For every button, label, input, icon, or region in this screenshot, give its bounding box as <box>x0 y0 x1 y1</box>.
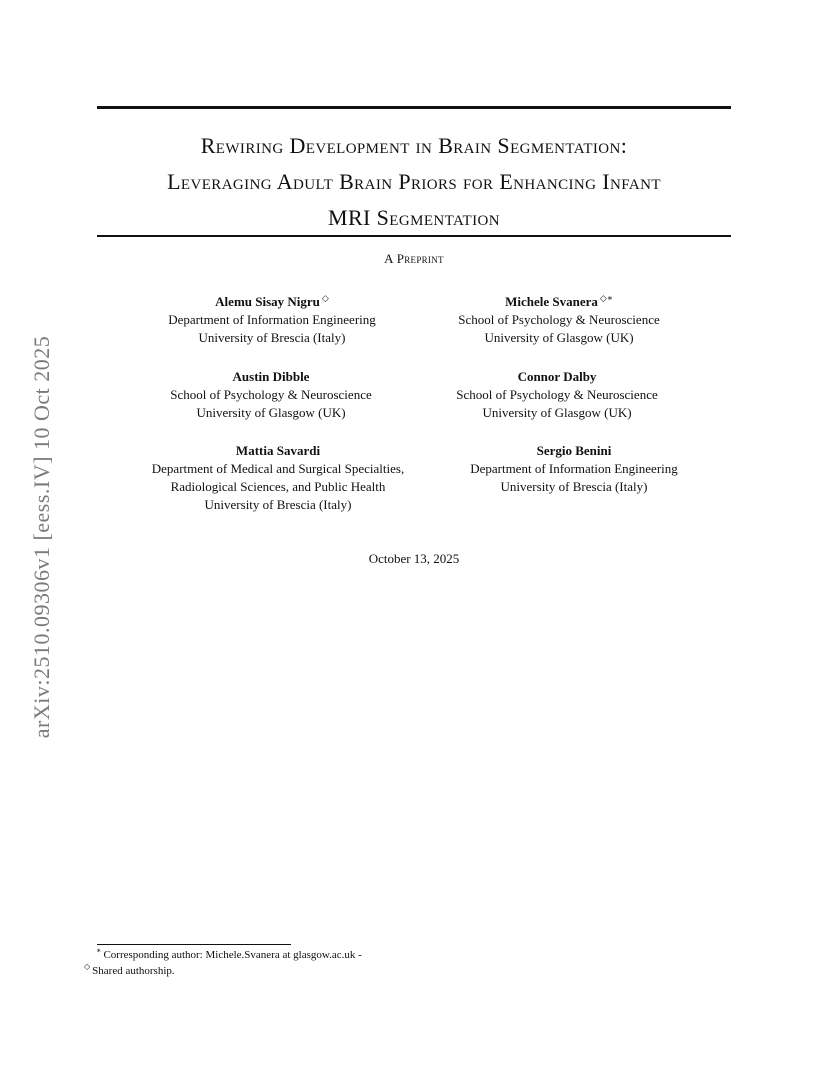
publication-date: October 13, 2025 <box>368 551 460 566</box>
author-affiliation-line: University of Brescia (Italy) <box>198 330 346 345</box>
author-affiliation-line: University of Glasgow (UK) <box>196 405 346 420</box>
footnote-text: Shared authorship. <box>92 965 175 977</box>
author-name: Connor Dalby <box>517 369 597 384</box>
author-block <box>392 368 722 422</box>
author-affiliation-line: University of Glasgow (UK) <box>484 330 634 345</box>
author-name: Austin Dibble <box>232 369 310 384</box>
author-affiliation-line: University of Glasgow (UK) <box>482 405 632 420</box>
author-marks: ◇∗ <box>599 292 613 303</box>
preprint-label: A Preprint <box>384 251 444 266</box>
footnote-mark: ◇ <box>84 962 91 972</box>
author-affiliation-line: Department of Information Engineering <box>470 461 678 476</box>
author-name: Mattia Savardi <box>235 443 321 458</box>
author-block <box>113 442 443 514</box>
author-block <box>107 293 437 347</box>
footnote <box>84 964 175 979</box>
footnote-rule <box>97 944 291 945</box>
author-block <box>409 442 739 496</box>
author-affiliation-line: Department of Medical and Surgical Specialties, <box>151 461 405 476</box>
title-rule-top <box>97 106 731 109</box>
author-name: Sergio Benini <box>536 443 612 458</box>
footnote-text: Corresponding author: Michele.Svanera at glasgow.ac.uk - <box>103 949 362 961</box>
arxiv-stamp: arXiv:2510.09306v1 [eess.IV] 10 Oct 2025 <box>29 335 54 739</box>
title-line-3: MRI Segmentation <box>328 205 500 230</box>
author-affiliation-line: Radiological Sciences, and Public Health <box>170 479 386 494</box>
author-affiliation-line: School of Psychology & Neuroscience <box>458 312 660 327</box>
author-marks: ◇ <box>321 292 329 303</box>
paper-title <box>90 128 738 236</box>
author-block <box>394 293 724 347</box>
author-affiliation-line: Department of Information Engineering <box>168 312 376 327</box>
author-block <box>106 368 436 422</box>
author-affiliation-line: School of Psychology & Neuroscience <box>456 387 658 402</box>
footnote <box>96 948 362 963</box>
title-line-1: Rewiring Development in Brain Segmentation: <box>200 133 628 158</box>
title-line-2: Leveraging Adult Brain Priors for Enhancing Infant <box>167 169 661 194</box>
author-name: Michele Svanera ◇∗ <box>505 292 613 309</box>
title-rule-bottom <box>97 235 731 237</box>
author-affiliation-line: University of Brescia (Italy) <box>204 497 352 512</box>
author-affiliation-line: University of Brescia (Italy) <box>500 479 648 494</box>
author-name: Alemu Sisay Nigru ◇ <box>215 292 329 309</box>
footnote-mark: ∗ <box>96 946 102 956</box>
author-affiliation-line: School of Psychology & Neuroscience <box>170 387 372 402</box>
